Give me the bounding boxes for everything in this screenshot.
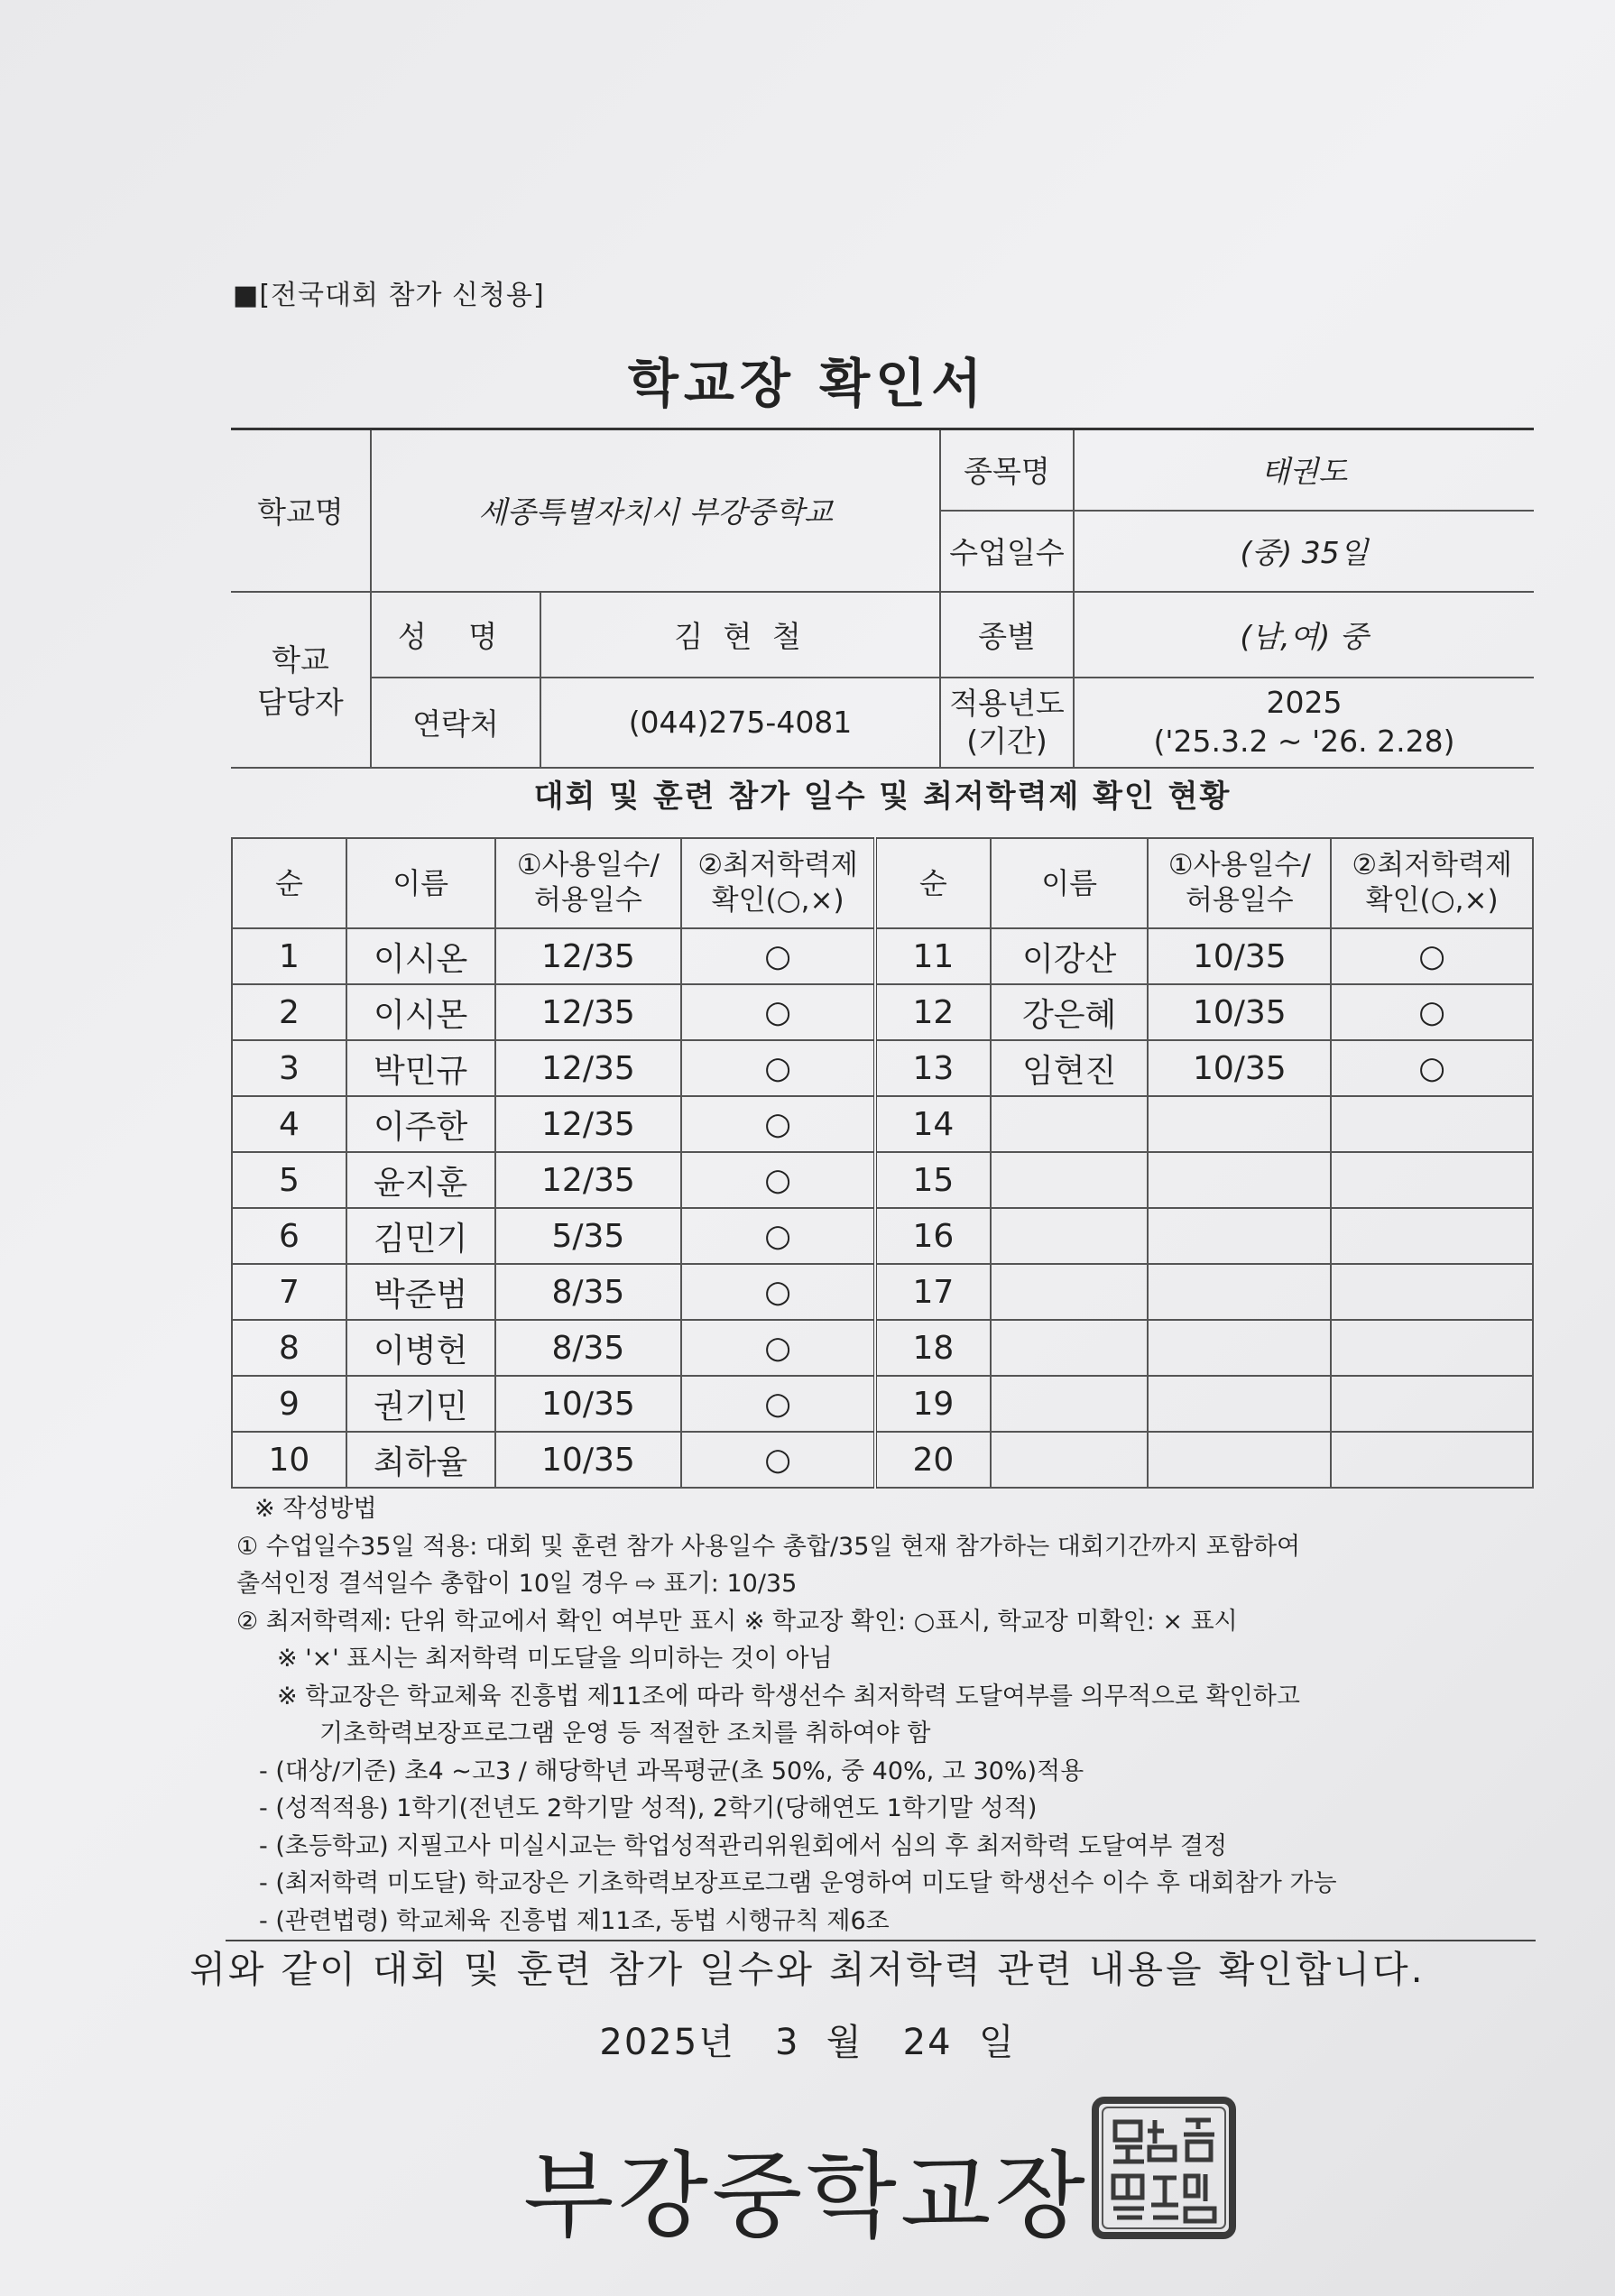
status-row: [232, 1040, 1533, 1096]
min-academic-check: [1331, 1096, 1533, 1152]
status-row: [232, 1264, 1533, 1320]
row-number: 11: [875, 928, 991, 984]
status-row: [232, 1376, 1533, 1432]
used-days: [1148, 1376, 1331, 1432]
row-number: 9: [232, 1376, 346, 1432]
row-number: 14: [875, 1096, 991, 1152]
used-days: [1148, 1264, 1331, 1320]
athlete-name: [991, 1152, 1149, 1208]
athlete-name: 이시몬: [346, 984, 495, 1040]
used-days: 12/35: [495, 1152, 682, 1208]
writing-notes: [236, 1490, 1536, 1940]
header-min-check-line2: 확인(○,×): [711, 884, 844, 917]
min-academic-check: ○: [681, 1208, 875, 1264]
status-title: 대회 및 훈련 참가 일수 및 최저학력제 확인 현황: [533, 779, 1232, 815]
note-line: ※ 학교장은 학교체육 진흥법 제11조에 따라 학생선수 최저학력 도달여부를 의무적으로 확인하고: [277, 1682, 1300, 1710]
athlete-name: [991, 1264, 1149, 1320]
note-line: - (대상/기준) 초4 ~고3 / 해당학년 과목평균(초 50%, 중 40%, 고 30%)적용: [259, 1757, 1084, 1785]
status-table: [231, 837, 1534, 1489]
athlete-name: 박준범: [346, 1264, 495, 1320]
athlete-name: [991, 1208, 1149, 1264]
note-line: ② 최저학력제: 단위 학교에서 확인 여부만 표시 ※ 학교장 확인: ○표시, 학교장 미확인: × 표시: [236, 1607, 1238, 1636]
athlete-name: 이강산: [991, 928, 1149, 984]
note-line: - (초등학교) 지필고사 미실시교는 학업성적관리위원회에서 심의 후 최저학력 도달여부 결정: [259, 1831, 1228, 1860]
note-line: ※ '×' 표시는 최저학력 미도달을 의미하는 것이 아님: [277, 1645, 833, 1673]
contact-label: 연락처: [371, 678, 540, 768]
used-days: 10/35: [1148, 1040, 1331, 1096]
athlete-name: 이병헌: [346, 1320, 495, 1376]
year-value-line1: 2025: [1266, 684, 1343, 720]
note-line: - (관련법령) 학교체육 진흥법 제11조, 동법 시행규칙 제6조: [259, 1906, 890, 1935]
year-label-line1: 적용년도: [949, 686, 1065, 722]
header-min-check: [681, 838, 875, 928]
row-number: 20: [875, 1432, 991, 1488]
sport-label: 종목명: [940, 429, 1074, 511]
staff-label-line2: 담당자: [257, 685, 344, 720]
athlete-name: 이시온: [346, 928, 495, 984]
used-days: 8/35: [495, 1320, 682, 1376]
row-number: 6: [232, 1208, 346, 1264]
header-name: 이름: [991, 838, 1149, 928]
status-row: [232, 984, 1533, 1040]
class-days-label: 수업일수: [940, 511, 1074, 592]
class-days-value: (중) 35일: [1074, 511, 1534, 592]
min-academic-check: ○: [1331, 1040, 1533, 1096]
year-value-line2: ('25.3.2 ~ '26. 2.28): [1153, 723, 1455, 759]
row-number: 10: [232, 1432, 346, 1488]
issue-date: 2025년 3 월 24 일: [599, 2022, 1016, 2063]
row-number: 4: [232, 1096, 346, 1152]
header-name: 이름: [346, 838, 495, 928]
athlete-name: [991, 1320, 1149, 1376]
row-number: 16: [875, 1208, 991, 1264]
min-academic-check: ○: [1331, 984, 1533, 1040]
note-line: 출석인정 결석일수 총합이 10일 경우 ⇨ 표기: 10/35: [236, 1570, 798, 1598]
used-days: 12/35: [495, 984, 682, 1040]
header-used-days-line2: 허용일수: [1185, 884, 1294, 917]
header-used-days-line2: 허용일수: [534, 884, 642, 917]
status-row: [232, 1152, 1533, 1208]
used-days: [1148, 1096, 1331, 1152]
min-academic-check: ○: [681, 1152, 875, 1208]
row-number: 3: [232, 1040, 346, 1096]
year-value: [1074, 678, 1534, 768]
row-number: 7: [232, 1264, 346, 1320]
header-used-days: [1148, 838, 1331, 928]
athlete-name: [991, 1376, 1149, 1432]
header-used-days-line1: ①사용일수/: [1167, 849, 1311, 882]
status-row: [232, 928, 1533, 984]
athlete-name: 강은혜: [991, 984, 1149, 1040]
used-days: 12/35: [495, 1040, 682, 1096]
min-academic-check: [1331, 1376, 1533, 1432]
min-academic-check: ○: [681, 1040, 875, 1096]
header-used-days-line1: ①사용일수/: [516, 849, 660, 882]
principal-signature: 부강중학교장: [523, 2141, 1089, 2251]
used-days: 10/35: [495, 1376, 682, 1432]
used-days: 10/35: [495, 1432, 682, 1488]
used-days: [1148, 1152, 1331, 1208]
header-no: 순: [232, 838, 346, 928]
athlete-name: [991, 1096, 1149, 1152]
form-tag: ■[전국대회 참가 신청용]: [233, 280, 545, 311]
document-title: 학교장 확인서: [627, 353, 988, 414]
row-number: 17: [875, 1264, 991, 1320]
used-days: 8/35: [495, 1264, 682, 1320]
year-label: [940, 678, 1074, 768]
athlete-name: 최하율: [346, 1432, 495, 1488]
row-number: 18: [875, 1320, 991, 1376]
used-days: 12/35: [495, 928, 682, 984]
used-days: 12/35: [495, 1096, 682, 1152]
contact-value: (044)275-4081: [540, 678, 940, 768]
row-number: 8: [232, 1320, 346, 1376]
status-row: [232, 1432, 1533, 1488]
note-line: 기초학력보장프로그램 운영 등 적절한 조치를 취하여야 함: [319, 1720, 931, 1747]
name-value: 김 현 철: [540, 592, 940, 678]
athlete-name: 권기민: [346, 1376, 495, 1432]
row-number: 1: [232, 928, 346, 984]
athlete-name: 윤지훈: [346, 1152, 495, 1208]
school-label: 학교명: [231, 429, 371, 592]
min-academic-check: [1331, 1152, 1533, 1208]
row-number: 19: [875, 1376, 991, 1432]
name-label: 성 명: [371, 592, 540, 678]
year-label-line2: (기간): [966, 723, 1047, 759]
header-min-check-line2: 확인(○,×): [1365, 884, 1499, 917]
official-seal-stamp: [1090, 2095, 1238, 2241]
row-number: 15: [875, 1152, 991, 1208]
used-days: [1148, 1208, 1331, 1264]
sport-value: 태권도: [1074, 429, 1534, 511]
athlete-name: 박민규: [346, 1040, 495, 1096]
header-no: 순: [875, 838, 991, 928]
min-academic-check: ○: [681, 928, 875, 984]
athlete-name: 김민기: [346, 1208, 495, 1264]
row-number: 2: [232, 984, 346, 1040]
min-academic-check: [1331, 1432, 1533, 1488]
athlete-name: [991, 1432, 1149, 1488]
gender-value: (남,여) 중: [1074, 592, 1534, 678]
athlete-name: 임현진: [991, 1040, 1149, 1096]
min-academic-check: ○: [681, 1376, 875, 1432]
min-academic-check: [1331, 1320, 1533, 1376]
status-row: [232, 1320, 1533, 1376]
status-row: [232, 1096, 1533, 1152]
school-value: 세종특별자치시 부강중학교: [371, 429, 940, 592]
min-academic-check: ○: [681, 1432, 875, 1488]
header-used-days: [495, 838, 682, 928]
athlete-name: 이주한: [346, 1096, 495, 1152]
header-min-check-line1: ②최저학력제: [697, 849, 858, 882]
used-days: 5/35: [495, 1208, 682, 1264]
row-number: 13: [875, 1040, 991, 1096]
staff-label: [231, 592, 371, 768]
row-number: 12: [875, 984, 991, 1040]
info-table: [231, 428, 1534, 769]
used-days: [1148, 1432, 1331, 1488]
note-line: - (최저학력 미도달) 학교장은 기초학력보장프로그램 운영하여 미도달 학생선수 이수 후 대회참가 가능: [259, 1869, 1337, 1897]
used-days: 10/35: [1148, 928, 1331, 984]
status-row: [232, 1208, 1533, 1264]
note-line: ① 수업일수35일 적용: 대회 및 훈련 참가 사용일수 총합/35일 현재 참가하는 대회기간까지 포함하여: [236, 1532, 1301, 1561]
header-min-check: [1331, 838, 1533, 928]
notes-heading: ※ 작성방법: [254, 1495, 377, 1523]
header-min-check-line1: ②최저학력제: [1352, 849, 1512, 882]
min-academic-check: ○: [681, 1264, 875, 1320]
min-academic-check: [1331, 1208, 1533, 1264]
confirmation-text: 위와 같이 대회 및 훈련 참가 일수와 최저학력 관련 내용을 확인합니다.: [189, 1948, 1426, 1991]
note-line: - (성적적용) 1학기(전년도 2학기말 성적), 2학기(당해연도 1학기말 성적): [259, 1794, 1038, 1822]
gender-label: 종별: [940, 592, 1074, 678]
used-days: 10/35: [1148, 984, 1331, 1040]
min-academic-check: ○: [681, 1320, 875, 1376]
used-days: [1148, 1320, 1331, 1376]
min-academic-check: ○: [681, 1096, 875, 1152]
min-academic-check: ○: [1331, 928, 1533, 984]
min-academic-check: [1331, 1264, 1533, 1320]
min-academic-check: ○: [681, 984, 875, 1040]
row-number: 5: [232, 1152, 346, 1208]
staff-label-line1: 학교: [272, 642, 329, 678]
status-header-row: [232, 838, 1533, 928]
